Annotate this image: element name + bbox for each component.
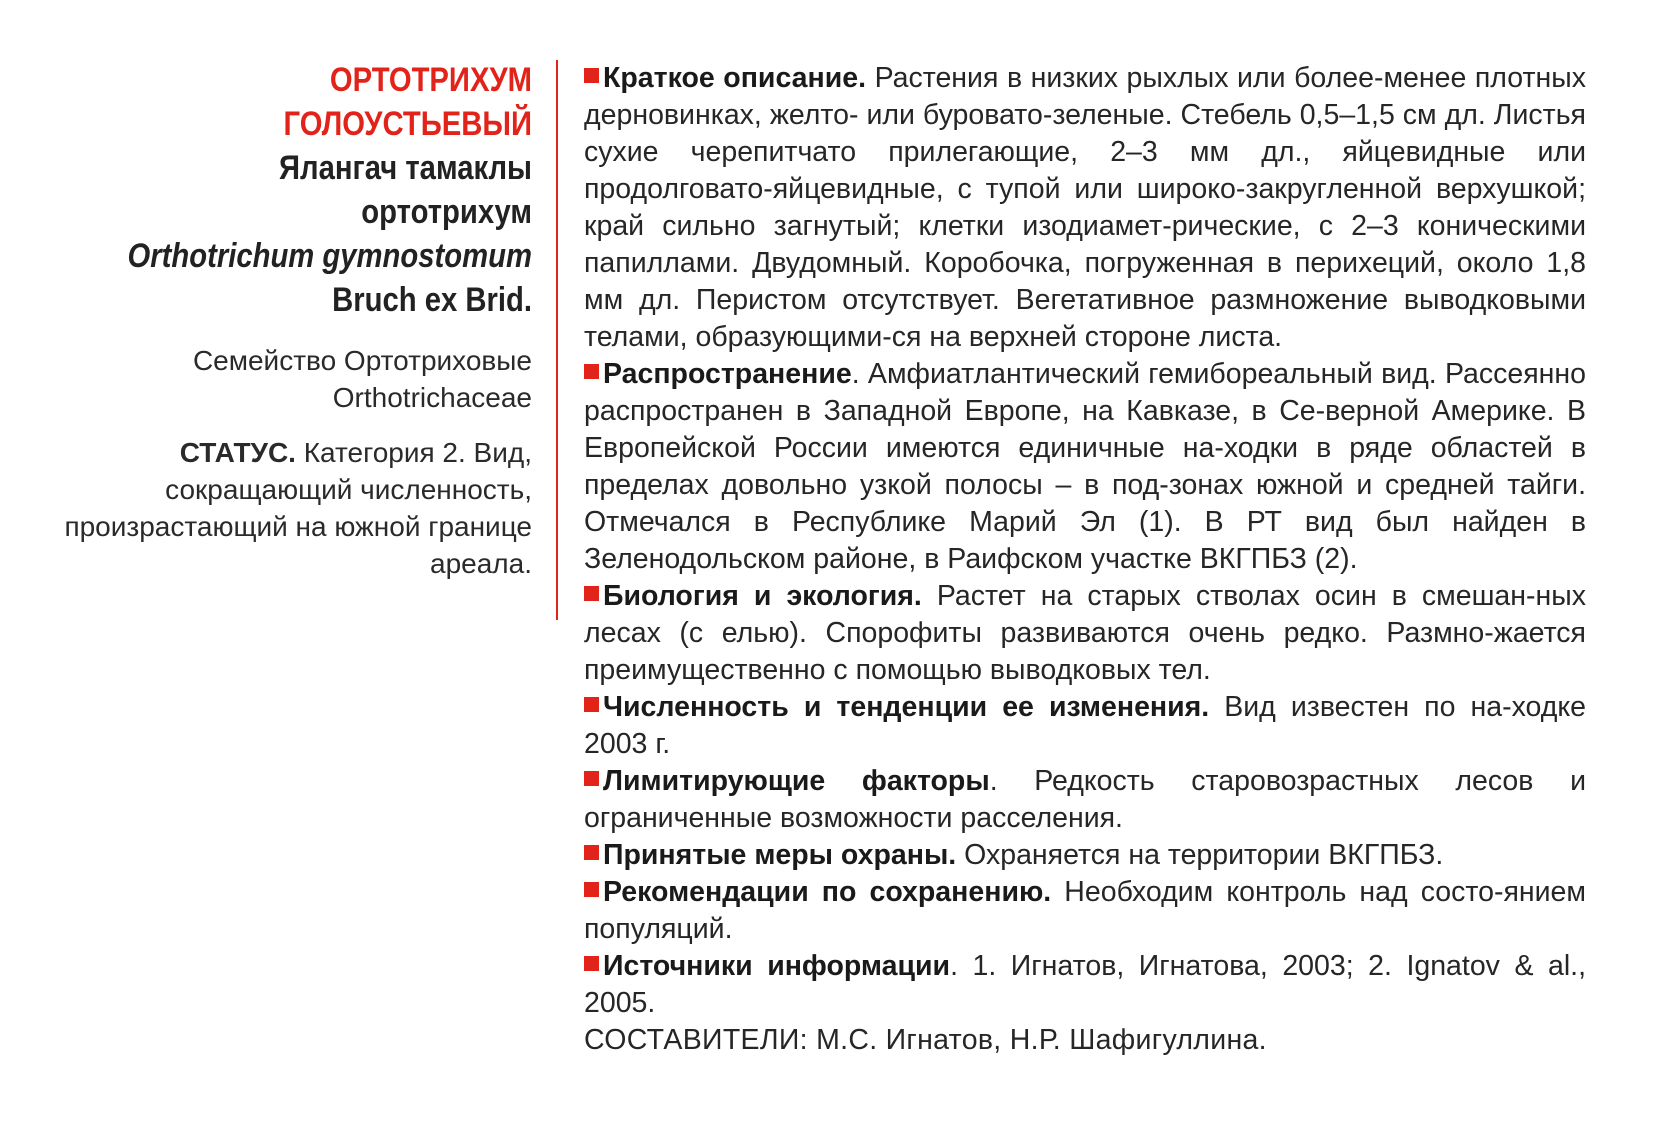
section-text: Вид известен по на-ходке 2003 г. xyxy=(584,691,1586,760)
species-title-tatar xyxy=(109,146,532,234)
family-latin: Orthotrichaceae xyxy=(332,382,532,413)
section-biology xyxy=(584,578,1586,689)
section-text: . 1. Игнатов, Игнатова, 2003; 2. Ignatov & al., 2005. xyxy=(584,950,1586,1019)
latin-name: Orthotrichum gymnostomum xyxy=(127,237,532,275)
section-heading: Краткое описание. xyxy=(603,62,867,94)
status-block xyxy=(40,434,532,582)
species-header xyxy=(40,58,532,582)
section-heading: Рекомендации по сохранению. xyxy=(603,876,1052,908)
red-square-bullet-icon xyxy=(584,68,599,83)
section-text: Охраняется на территории ВКГПБЗ. xyxy=(956,839,1444,871)
section-text: Необходим контроль над состо-янием популяций. xyxy=(584,876,1586,945)
red-square-bullet-icon xyxy=(584,364,599,379)
section-heading: Биология и экология. xyxy=(603,580,922,612)
red-square-bullet-icon xyxy=(584,771,599,786)
section-text: Растет на старых стволах осин в смешан-ных лесах (с елью). Спорофиты развиваются очень редко. Размно-жается преимущественно с помощью выводковых тел. xyxy=(584,580,1586,686)
species-description xyxy=(584,60,1586,1059)
status-text: Категория 2. Вид, сокращающий численность, произрастающий на южной границе ареала. xyxy=(64,437,532,579)
red-square-bullet-icon xyxy=(584,586,599,601)
section-heading: Источники информации xyxy=(603,950,951,982)
section-heading: Численность и тенденции ее изменения. xyxy=(603,691,1210,723)
family-block xyxy=(40,342,532,416)
latin-author: Bruch ex Brid. xyxy=(332,281,532,319)
section-heading: Распространение xyxy=(603,358,852,390)
section-text: Растения в низких рыхлых или более-менее плотных дерновинках, желто- или буровато-зеленые. Стебель 0,5–1,5 см дл. Листья сухие черепитчато прилегающие, 2–3 мм дл., яйцевидные или продолговато-яйцевидные, с тупой или широко-закругленной верхушкой; край сильно загнутый; клетки изодиамет-рические, с 2–3 коническими папиллами. Двудомный. Коробочка, погруженная в перихеций, около 1,8 мм дл. Перистом отсутствует. Вегетативное размножение выводковыми телами, образующими-ся на верхней стороне листа. xyxy=(584,62,1587,353)
section-population xyxy=(584,689,1586,763)
red-square-bullet-icon xyxy=(584,956,599,971)
column-divider xyxy=(556,60,558,620)
authors-line: СОСТАВИТЕЛИ: М.С. Игнатов, Н.Р. Шафигуллина. xyxy=(584,1024,1267,1056)
red-square-bullet-icon xyxy=(584,845,599,860)
species-title-russian xyxy=(109,58,532,146)
title-tt-line-2: ортотрихум xyxy=(361,193,532,231)
title-ru-line-2: ГОЛОУСТЬЕВЫЙ xyxy=(283,105,532,143)
family-russian: Семейство Ортотриховые xyxy=(192,345,532,376)
section-sources xyxy=(584,948,1586,1022)
species-title-latin xyxy=(109,234,532,322)
section-limiting-factors xyxy=(584,763,1586,837)
section-protection-measures xyxy=(584,837,1586,874)
section-distribution xyxy=(584,356,1586,578)
red-square-bullet-icon xyxy=(584,882,599,897)
section-heading: Принятые меры охраны. xyxy=(603,839,957,871)
section-recommendations xyxy=(584,874,1586,948)
title-ru-line-1: ОРТОТРИХУМ xyxy=(329,61,532,99)
section-text: . Амфиатлантический гемибореальный вид. Рассеянно распространен в Западной Европе, на Кавказе, в Се-верной Америке. В Европейской России имеются единичные на-ходки в ряде областей в пределах довольно узкой полосы – в под-зонах южной и средней тайги. Отмечался в Республике Марий Эл (1). В РТ вид был найден в Зеленодольском районе, в Раифском участке ВКГПБЗ (2). xyxy=(584,358,1586,575)
section-text: . Редкость старовозрастных лесов и ограниченные возможности расселения. xyxy=(584,765,1586,834)
title-tt-line-1: Ялангач тамаклы xyxy=(279,149,532,187)
section-description xyxy=(584,60,1586,356)
red-square-bullet-icon xyxy=(584,697,599,712)
status-label: СТАТУС. xyxy=(179,437,296,468)
section-heading: Лимитирующие факторы xyxy=(603,765,990,797)
